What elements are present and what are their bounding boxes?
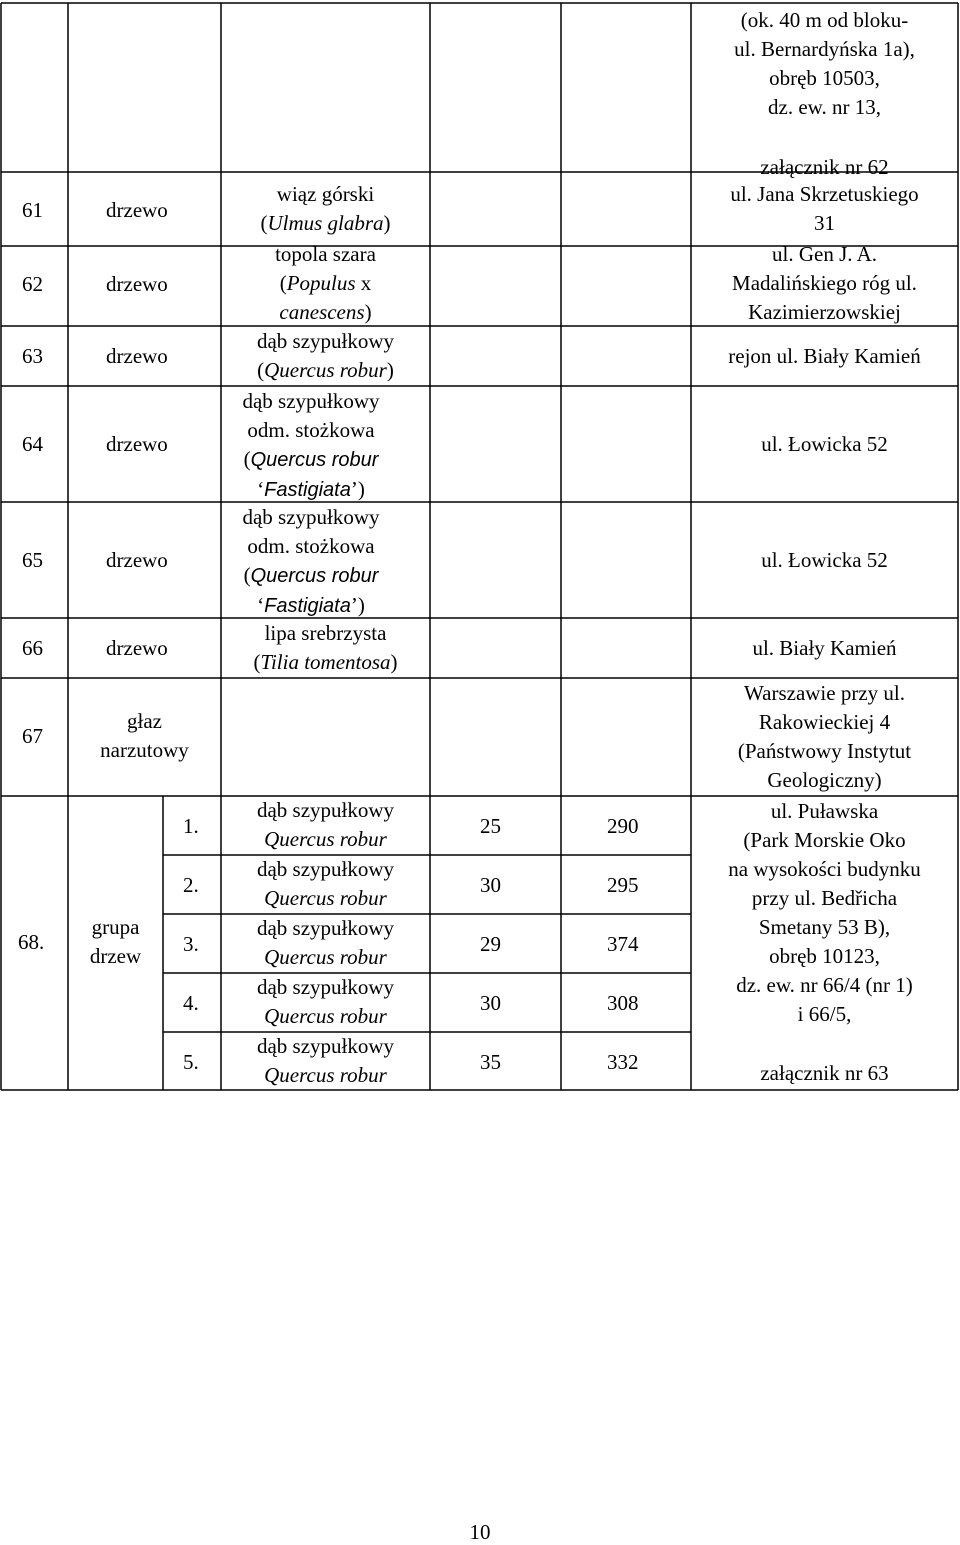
height-value: 29 [480, 932, 501, 956]
species-variety: odm. stożkowa [247, 534, 375, 558]
tree-index: 3. [183, 932, 199, 956]
location-line: Rakowieckiej 4 [758, 710, 891, 734]
location-line: Kazimierzowskiej [748, 300, 901, 324]
species-common: topola szara [275, 242, 376, 266]
object-type-line: grupa [91, 915, 140, 939]
species-name [221, 796, 430, 854]
object-type: drzewo [106, 636, 168, 660]
location-line: 31 [814, 211, 835, 235]
height-value: 25 [480, 814, 501, 838]
species-cultivar: ‘Fastigiata’) [257, 477, 365, 501]
species-latin: (Populus x [279, 271, 372, 295]
object-type: drzewo [106, 198, 168, 222]
species-common: dąb szypułkowy [256, 916, 395, 940]
species-name [221, 914, 430, 972]
circumference-value: 290 [607, 814, 639, 838]
species-latin: Quercus robur [264, 827, 387, 851]
location-line: obręb 10503, [769, 66, 880, 90]
object-type-line: głaz [127, 709, 162, 733]
attachment-ref: załącznik nr 62 [760, 155, 889, 179]
location: rejon ul. Biały Kamień [728, 344, 921, 368]
latin-name: Quercus robur [250, 449, 379, 471]
circumference-value: 332 [607, 1050, 639, 1074]
object-type: drzewo [106, 432, 168, 456]
location-line: Geologiczny) [767, 768, 882, 792]
species-name [221, 855, 430, 913]
cultivar-name: Fastigiata [264, 479, 351, 501]
object-type: drzewo [106, 548, 168, 572]
row-number: 63 [22, 344, 43, 368]
object-type-line: drzew [89, 944, 142, 968]
species-latin: (Tilia tomentosa) [253, 650, 398, 674]
object-type [68, 707, 221, 765]
height-value: 30 [480, 991, 501, 1015]
species-name [221, 387, 401, 505]
hybrid-sign: x [360, 271, 372, 295]
location-line: przy ul. Bedřicha [751, 886, 898, 910]
location: ul. Łowicka 52 [761, 548, 888, 572]
latin-name: Tilia tomentosa [260, 650, 391, 674]
row-number: 68. [18, 930, 45, 954]
species-latin: (Quercus robur [243, 563, 379, 587]
location-line: ul. Puławska [770, 799, 879, 823]
species-common: dąb szypułkowy [256, 798, 395, 822]
object-type [68, 913, 163, 971]
species-latin: Quercus robur [264, 945, 387, 969]
location-line: dz. ew. nr 66/4 (nr 1) [736, 973, 913, 997]
species-common: dąb szypułkowy [256, 329, 395, 353]
location-line: ul. Jana Skrzetuskiego [730, 182, 919, 206]
species-latin: Quercus robur [264, 1004, 387, 1028]
latin-name: Quercus robur [250, 565, 379, 587]
species-name [221, 1032, 430, 1090]
row-number: 67 [22, 724, 43, 748]
location [691, 679, 958, 795]
species-latin: Quercus robur [264, 1063, 387, 1087]
species-name [221, 503, 401, 621]
row-number: 65 [22, 548, 43, 572]
species-common: lipa srebrzysta [264, 621, 387, 645]
location [691, 240, 958, 327]
latin-name: Quercus robur [264, 358, 387, 382]
species-latin: (Quercus robur) [257, 358, 394, 382]
latin-name: Populus [286, 271, 356, 295]
row-number: 62 [22, 272, 43, 296]
location-line: na wysokości budynku [728, 857, 921, 881]
circumference-value: 374 [607, 932, 639, 956]
species-latin: (Quercus robur [243, 447, 379, 471]
latin-name: canescens [279, 300, 365, 324]
object-type: drzewo [106, 344, 168, 368]
species-common: dąb szypułkowy [242, 505, 380, 529]
species-common: wiąz górski [276, 182, 375, 206]
species-latin: Quercus robur [264, 886, 387, 910]
location [691, 797, 958, 1029]
species-common: dąb szypułkowy [256, 975, 395, 999]
tree-index: 5. [183, 1050, 199, 1074]
tree-index: 1. [183, 814, 199, 838]
species-cultivar: ‘Fastigiata’) [257, 593, 365, 617]
location-line: ul. Gen J. A. [772, 242, 877, 266]
row-number: 64 [22, 432, 43, 456]
species-name [221, 973, 430, 1031]
page-number: 10 [469, 1520, 491, 1544]
circumference-value: 295 [607, 873, 639, 897]
species-name [221, 619, 430, 677]
cultivar-name: Fastigiata [264, 595, 351, 617]
object-type: drzewo [106, 272, 168, 296]
location-line: (ok. 40 m od bloku- [740, 8, 909, 32]
species-common: dąb szypułkowy [256, 857, 395, 881]
location-line: Madalińskiego róg ul. [732, 271, 917, 295]
location-line: Warszawie przy ul. [744, 681, 905, 705]
location-line: ul. Bernardyńska 1a), [734, 37, 915, 61]
location: ul. Biały Kamień [752, 636, 897, 660]
location-line: obręb 10123, [769, 944, 880, 968]
height-value: 30 [480, 873, 501, 897]
location-line: i 66/5, [797, 1002, 852, 1026]
location: ul. Łowicka 52 [761, 432, 888, 456]
attachment-ref: załącznik nr 63 [760, 1061, 889, 1085]
circumference-value: 308 [607, 991, 639, 1015]
species-common: dąb szypułkowy [256, 1034, 395, 1058]
location-line: (Państwowy Instytut [737, 739, 912, 763]
species-latin: (Ulmus glabra) [260, 211, 391, 235]
latin-name: Ulmus glabra [267, 211, 384, 235]
species-latin: canescens) [279, 300, 372, 324]
location-line: dz. ew. nr 13, [768, 95, 881, 119]
row-number: 66 [22, 636, 43, 660]
location-line: (Park Morskie Oko [743, 828, 906, 852]
object-type-line: narzutowy [100, 738, 189, 762]
row-number: 61 [22, 198, 43, 222]
species-variety: odm. stożkowa [247, 418, 375, 442]
location-line: Smetany 53 B), [758, 915, 891, 939]
location [691, 180, 958, 238]
tree-index: 4. [183, 991, 199, 1015]
height-value: 35 [480, 1050, 501, 1074]
species-name [221, 327, 430, 385]
species-name [221, 240, 430, 327]
tree-index: 2. [183, 873, 199, 897]
species-common: dąb szypułkowy [242, 389, 380, 413]
species-name [221, 180, 430, 238]
continuation-location [691, 6, 958, 122]
